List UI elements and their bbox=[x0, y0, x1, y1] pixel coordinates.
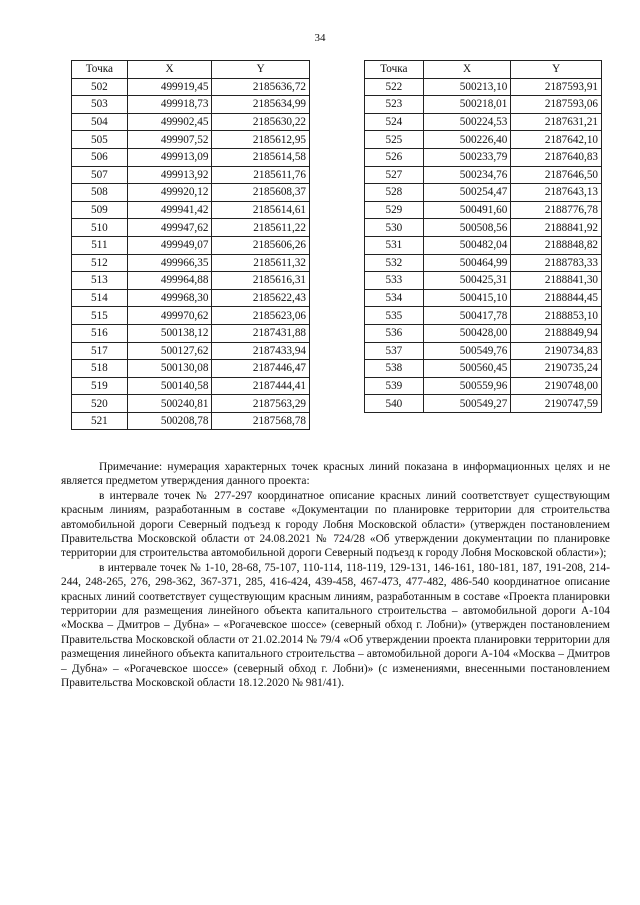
cell-y: 2185616,31 bbox=[212, 272, 310, 290]
table-row bbox=[72, 236, 310, 254]
cell-y: 2185614,58 bbox=[212, 148, 310, 166]
cell-point: 538 bbox=[365, 360, 424, 378]
table-row bbox=[72, 131, 310, 149]
table-row bbox=[365, 360, 602, 378]
cell-y: 2187444,41 bbox=[212, 377, 310, 395]
table-row bbox=[72, 342, 310, 360]
cell-y: 2187563,29 bbox=[212, 395, 310, 413]
table-header-row bbox=[72, 61, 310, 79]
cell-y: 2185611,22 bbox=[212, 219, 310, 237]
table-row bbox=[72, 289, 310, 307]
cell-y: 2188853,10 bbox=[511, 307, 602, 325]
cell-point: 513 bbox=[72, 272, 128, 290]
table-row bbox=[365, 324, 602, 342]
cell-point: 532 bbox=[365, 254, 424, 272]
cell-x: 499964,88 bbox=[127, 272, 212, 290]
cell-x: 499920,12 bbox=[127, 184, 212, 202]
table-row bbox=[72, 166, 310, 184]
column-header-y: Y bbox=[212, 61, 310, 79]
cell-y: 2188848,82 bbox=[511, 236, 602, 254]
cell-point: 534 bbox=[365, 289, 424, 307]
cell-x: 500415,10 bbox=[423, 289, 511, 307]
cell-y: 2185611,76 bbox=[212, 166, 310, 184]
cell-x: 500208,78 bbox=[127, 412, 212, 430]
cell-point: 507 bbox=[72, 166, 128, 184]
cell-y: 2188776,78 bbox=[511, 201, 602, 219]
cell-point: 508 bbox=[72, 184, 128, 202]
table-row bbox=[365, 289, 602, 307]
table-row bbox=[72, 254, 310, 272]
cell-y: 2187640,83 bbox=[511, 148, 602, 166]
cell-x: 500130,08 bbox=[127, 360, 212, 378]
cell-point: 525 bbox=[365, 131, 424, 149]
cell-point: 533 bbox=[365, 272, 424, 290]
cell-y: 2185611,32 bbox=[212, 254, 310, 272]
cell-point: 528 bbox=[365, 184, 424, 202]
table-body-left bbox=[72, 78, 310, 430]
table-row bbox=[365, 395, 602, 413]
cell-x: 499949,07 bbox=[127, 236, 212, 254]
table-row bbox=[72, 219, 310, 237]
cell-y: 2190735,24 bbox=[511, 360, 602, 378]
cell-x: 499918,73 bbox=[127, 96, 212, 114]
cell-point: 526 bbox=[365, 148, 424, 166]
cell-y: 2187431,88 bbox=[212, 324, 310, 342]
cell-x: 499902,45 bbox=[127, 113, 212, 131]
cell-y: 2185630,22 bbox=[212, 113, 310, 131]
cell-x: 499968,30 bbox=[127, 289, 212, 307]
coordinates-table-right bbox=[364, 60, 602, 413]
cell-x: 499941,42 bbox=[127, 201, 212, 219]
page-number: 34 bbox=[314, 32, 326, 44]
cell-point: 527 bbox=[365, 166, 424, 184]
cell-point: 523 bbox=[365, 96, 424, 114]
table-row bbox=[365, 342, 602, 360]
cell-point: 530 bbox=[365, 219, 424, 237]
cell-x: 500224,53 bbox=[423, 113, 511, 131]
cell-point: 520 bbox=[72, 395, 128, 413]
table-row bbox=[72, 395, 310, 413]
note-paragraph: в интервале точек № 277-297 координатное описание красных линий соответствует существующим красным линиям, разработанным в составе «Документации по планировке территории для строительства автомобильной дороги Северный подъезд к городу Лобня Московской области» (утвержден постановлением Правительства Московской области от 24.08.2021 № 724/28 «Об утверждении документации по планировке территории для строительства автомобильной дороги Северный подъезд к городу Лобня Московской области»); bbox=[61, 489, 610, 560]
cell-y: 2187631,21 bbox=[511, 113, 602, 131]
cell-point: 515 bbox=[72, 307, 128, 325]
cell-y: 2188844,45 bbox=[511, 289, 602, 307]
cell-x: 500140,58 bbox=[127, 377, 212, 395]
column-header-x: X bbox=[127, 61, 212, 79]
cell-point: 531 bbox=[365, 236, 424, 254]
cell-point: 529 bbox=[365, 201, 424, 219]
cell-x: 500425,31 bbox=[423, 272, 511, 290]
cell-y: 2185612,95 bbox=[212, 131, 310, 149]
cell-y: 2185614,61 bbox=[212, 201, 310, 219]
table-header-row bbox=[365, 61, 602, 79]
cell-point: 516 bbox=[72, 324, 128, 342]
cell-y: 2185606,26 bbox=[212, 236, 310, 254]
table-row bbox=[72, 412, 310, 430]
cell-point: 506 bbox=[72, 148, 128, 166]
cell-x: 500218,01 bbox=[423, 96, 511, 114]
note-paragraph: Примечание: нумерация характерных точек красных линий показана в информационных целях и не является предметом утверждения данного проекта: bbox=[61, 461, 610, 488]
cell-x: 499907,52 bbox=[127, 131, 212, 149]
cell-x: 500508,56 bbox=[423, 219, 511, 237]
table-row bbox=[72, 272, 310, 290]
table-row bbox=[72, 360, 310, 378]
table-row bbox=[72, 96, 310, 114]
cell-y: 2185634,99 bbox=[212, 96, 310, 114]
table-row bbox=[365, 219, 602, 237]
cell-x: 500417,78 bbox=[423, 307, 511, 325]
table-row bbox=[72, 324, 310, 342]
coordinates-table-left bbox=[71, 60, 310, 430]
cell-y: 2187642,10 bbox=[511, 131, 602, 149]
cell-x: 500464,99 bbox=[423, 254, 511, 272]
cell-x: 500549,27 bbox=[423, 395, 511, 413]
cell-y: 2185623,06 bbox=[212, 307, 310, 325]
cell-y: 2188783,33 bbox=[511, 254, 602, 272]
cell-point: 503 bbox=[72, 96, 128, 114]
table-row bbox=[72, 184, 310, 202]
table-row bbox=[72, 78, 310, 96]
table-row bbox=[365, 201, 602, 219]
table-row bbox=[365, 307, 602, 325]
table-row bbox=[365, 166, 602, 184]
table-row bbox=[365, 272, 602, 290]
cell-x: 499947,62 bbox=[127, 219, 212, 237]
cell-point: 519 bbox=[72, 377, 128, 395]
cell-x: 499970,62 bbox=[127, 307, 212, 325]
note-paragraph: в интервале точек № 1-10, 28-68, 75-107, 110-114, 118-119, 129-131, 146-161, 180-181, 187, 191-208, 214-244, 248-265, 276, 298-362, 367-371, 285, 416-424, 439-458, 467-473, 477-482, 486-540 координатное описание красных линий соответствует существующим красным линиям, разработанным в составе «Проекта планировки территории для размещения линейного объекта капитального строительства – автомобильной дороги А-104 «Москва – Дмитров – Дубна» – «Рогачевское шоссе» (северный обход г. Лобни)» (утвержден постановлением Правительства Московской области от 21.02.2014 № 79/4 «Об утверждении проекта планировки территории для размещения линейного объекта капитального строительства – автомобильной дороги А-104 «Москва – Дмитров – Дубна» – «Рогачевское шоссе» (северный обход г. Лобни)» (с изменениями, внесенными постановлением Правительства Московской области 18.12.2020 № 981/41). bbox=[61, 561, 610, 690]
table-row bbox=[72, 307, 310, 325]
table-row bbox=[365, 236, 602, 254]
cell-x: 500213,10 bbox=[423, 78, 511, 96]
cell-point: 504 bbox=[72, 113, 128, 131]
column-header-point: Точка bbox=[365, 61, 424, 79]
cell-point: 524 bbox=[365, 113, 424, 131]
cell-point: 514 bbox=[72, 289, 128, 307]
cell-y: 2187433,94 bbox=[212, 342, 310, 360]
table-row bbox=[365, 131, 602, 149]
notes-section bbox=[61, 460, 610, 691]
cell-point: 536 bbox=[365, 324, 424, 342]
table-row bbox=[365, 78, 602, 96]
table-row bbox=[72, 148, 310, 166]
cell-x: 500234,76 bbox=[423, 166, 511, 184]
cell-y: 2190748,00 bbox=[511, 377, 602, 395]
cell-point: 502 bbox=[72, 78, 128, 96]
column-header-point: Точка bbox=[72, 61, 128, 79]
cell-y: 2187643,13 bbox=[511, 184, 602, 202]
cell-point: 537 bbox=[365, 342, 424, 360]
table-row bbox=[72, 377, 310, 395]
cell-y: 2187568,78 bbox=[212, 412, 310, 430]
cell-y: 2185622,43 bbox=[212, 289, 310, 307]
table-row bbox=[72, 201, 310, 219]
cell-point: 517 bbox=[72, 342, 128, 360]
table-row bbox=[365, 96, 602, 114]
cell-point: 518 bbox=[72, 360, 128, 378]
cell-y: 2187593,06 bbox=[511, 96, 602, 114]
cell-x: 500560,45 bbox=[423, 360, 511, 378]
cell-point: 521 bbox=[72, 412, 128, 430]
table-row bbox=[365, 113, 602, 131]
table-body-right bbox=[365, 78, 602, 412]
cell-x: 499913,09 bbox=[127, 148, 212, 166]
cell-y: 2190734,83 bbox=[511, 342, 602, 360]
cell-x: 500559,96 bbox=[423, 377, 511, 395]
cell-point: 512 bbox=[72, 254, 128, 272]
cell-y: 2188849,94 bbox=[511, 324, 602, 342]
cell-x: 500428,00 bbox=[423, 324, 511, 342]
cell-y: 2185608,37 bbox=[212, 184, 310, 202]
cell-point: 522 bbox=[365, 78, 424, 96]
cell-x: 499913,92 bbox=[127, 166, 212, 184]
cell-point: 511 bbox=[72, 236, 128, 254]
cell-y: 2190747,59 bbox=[511, 395, 602, 413]
cell-y: 2185636,72 bbox=[212, 78, 310, 96]
cell-point: 540 bbox=[365, 395, 424, 413]
table-row bbox=[365, 184, 602, 202]
cell-x: 499966,35 bbox=[127, 254, 212, 272]
cell-x: 500482,04 bbox=[423, 236, 511, 254]
cell-y: 2187646,50 bbox=[511, 166, 602, 184]
cell-point: 535 bbox=[365, 307, 424, 325]
table-row bbox=[72, 113, 310, 131]
cell-y: 2187446,47 bbox=[212, 360, 310, 378]
cell-point: 539 bbox=[365, 377, 424, 395]
cell-y: 2188841,92 bbox=[511, 219, 602, 237]
table-row bbox=[365, 148, 602, 166]
cell-x: 500226,40 bbox=[423, 131, 511, 149]
cell-x: 500138,12 bbox=[127, 324, 212, 342]
cell-y: 2187593,91 bbox=[511, 78, 602, 96]
column-header-x: X bbox=[423, 61, 511, 79]
cell-x: 500549,76 bbox=[423, 342, 511, 360]
cell-y: 2188841,30 bbox=[511, 272, 602, 290]
cell-x: 500254,47 bbox=[423, 184, 511, 202]
cell-x: 500233,79 bbox=[423, 148, 511, 166]
cell-x: 500491,60 bbox=[423, 201, 511, 219]
cell-x: 499919,45 bbox=[127, 78, 212, 96]
cell-point: 509 bbox=[72, 201, 128, 219]
cell-point: 505 bbox=[72, 131, 128, 149]
cell-x: 500127,62 bbox=[127, 342, 212, 360]
cell-x: 500240,81 bbox=[127, 395, 212, 413]
cell-point: 510 bbox=[72, 219, 128, 237]
table-row bbox=[365, 377, 602, 395]
table-row bbox=[365, 254, 602, 272]
column-header-y: Y bbox=[511, 61, 602, 79]
